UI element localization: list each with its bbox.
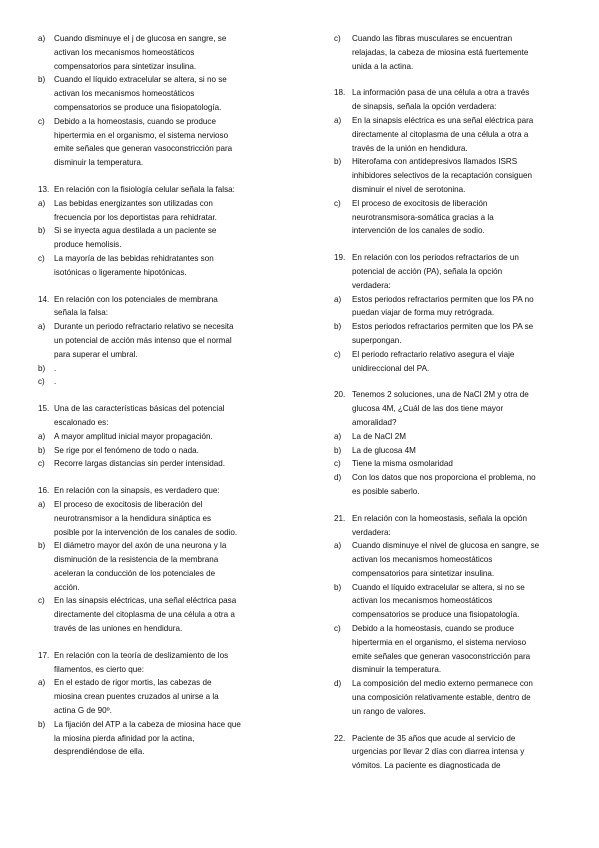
option-text: Cuando el líquido extracelular se altera, si no se activan los mecanismos homeostáticos compensatorios se produce una fisiopatología.	[352, 582, 525, 620]
question-heading	[38, 484, 278, 498]
option-label: c)	[334, 459, 341, 469]
question-block	[38, 183, 278, 280]
question-number: 15.	[38, 404, 50, 414]
question-block	[38, 649, 278, 759]
option-label: c)	[334, 34, 341, 43]
option-text: La mayoría de las bebidas rehidratantes son isotónicas o ligeramente hipotónicas.	[54, 253, 214, 277]
option-label: a)	[334, 115, 342, 125]
question-block	[334, 86, 574, 238]
option-label: b)	[38, 719, 46, 729]
option-label: a)	[38, 431, 46, 441]
option-label: c)	[38, 596, 45, 606]
option-text: .	[54, 377, 57, 387]
answer-option	[334, 320, 574, 348]
option-text: Se rige por el fenómeno de todo o nada.	[54, 445, 199, 455]
question-number: 14.	[38, 294, 50, 304]
question-heading	[334, 732, 574, 773]
question-heading	[334, 388, 574, 429]
answer-option	[38, 457, 278, 471]
answer-option	[38, 539, 278, 594]
question-number: 17.	[38, 650, 50, 660]
answer-option	[334, 457, 574, 471]
question-number: 19.	[334, 253, 346, 263]
answer-option	[38, 32, 278, 73]
option-text: La fijación del ATP a la cabeza de miosina hace que la miosina pierda afinidad por la actina, desprendiéndose de ella.	[54, 719, 241, 757]
question-text: En relación con los periodos refractarios de un potencial de acción (PA), señala la opción verdadera:	[352, 253, 519, 290]
answer-option	[38, 430, 278, 444]
question-text: Paciente de 35 años que acude al servicio de urgencias por llevar 2 días con diarrea intensa y vómitos. La paciente es diagnosticada de	[352, 733, 525, 771]
option-text: En las sinapsis eléctricas, una señal eléctrica pasa directamente del citoplasma de una célula a otra a través de las uniones en hendidura.	[54, 596, 237, 634]
option-label: a)	[38, 499, 46, 509]
option-text: El proceso de exocitosis de liberación neurotransmisora-somática gracias a la intervención de los canales de sodio.	[352, 198, 494, 236]
question-text: Tenemos 2 soluciones, una de NaCl 2M y otra de glucosa 4M, ¿Cuál de las dos tiene mayor amoralidad?	[352, 390, 529, 427]
answer-option	[334, 430, 574, 444]
option-label: b)	[38, 541, 46, 551]
answer-option	[38, 594, 278, 635]
question-block	[38, 402, 278, 471]
option-label: b)	[38, 445, 46, 455]
option-text: .	[54, 363, 57, 373]
answer-option	[334, 471, 574, 499]
option-label: d)	[334, 473, 342, 483]
question-text: La información pasa de una célula a otra a través de sinapsis, señala la opción verdadera:	[352, 88, 530, 112]
question-block	[334, 251, 574, 375]
answer-option	[38, 676, 278, 717]
question-text: En relación con los potenciales de membrana señala la falsa:	[54, 294, 218, 318]
option-text: Debido a la homeostasis, cuando se produce hipertermia en el organismo, el sistema nervioso emite señales que generan vasoconstricción para disminuir la temperatura.	[54, 116, 233, 168]
option-text: Cuando disminuye el nivel de glucosa en sangre, se activan los mecanismos homeostáticos compensatorios para sintetizar insulina.	[352, 541, 540, 578]
option-label: a)	[38, 34, 46, 43]
option-label: a)	[334, 431, 342, 441]
option-text: Durante un periodo refractario relativo se necesita un potencial de acción más intenso que el normal para superar el umbral.	[54, 322, 234, 359]
answer-option	[334, 197, 574, 238]
option-text: A mayor amplitud inicial mayor propagación.	[54, 431, 213, 441]
option-label: c)	[334, 624, 341, 634]
option-text: Estos periodos refractarios permiten que los PA se superpongan.	[352, 322, 534, 345]
option-text: Cuando el líquido extracelular se altera, si no se activan los mecanismos homeostáticos compensatorios se produce una fisiopatología.	[54, 75, 227, 112]
question-block	[38, 293, 278, 390]
answer-option	[38, 73, 278, 114]
question-heading	[334, 512, 574, 540]
option-label: c)	[334, 198, 341, 208]
answer-option	[334, 539, 574, 580]
answer-option	[334, 114, 574, 155]
option-text: Recorre largas distancias sin perder intensidad.	[54, 459, 225, 469]
answer-option	[38, 362, 278, 376]
option-text: En el estado de rigor mortis, las cabezas de miosina crean puentes cruzados al unirse a la actina G de 90º.	[54, 678, 219, 716]
option-text: Estos periodos refractarios permiten que los PA no puedan viajar de forma muy retrógrada.	[352, 294, 534, 318]
option-text: Cuando disminuye el j de glucosa en sangre, se activan los mecanismos homeostáticos compensatorios para sintetizar insulina.	[54, 34, 227, 71]
option-text: La de NaCl 2M	[352, 431, 406, 441]
option-text: La composición del medio externo permanece con una composición relativamente estable, dentro de un rango de valores.	[352, 679, 533, 716]
option-text: La de glucosa 4M	[352, 445, 416, 455]
question-number: 22.	[334, 733, 346, 743]
option-text: El diámetro mayor del axón de una neurona y la disminución de la resistencia de la membrana aceleran la conducción de los potenciales de acción.	[54, 541, 227, 592]
answer-option	[334, 444, 574, 458]
answer-option	[334, 581, 574, 622]
answer-option	[334, 293, 574, 321]
question-block	[38, 32, 278, 170]
question-number: 21.	[334, 513, 346, 523]
answer-option	[334, 677, 574, 718]
answer-option	[38, 444, 278, 458]
option-label: b)	[334, 445, 342, 455]
option-text: Tiene la misma osmolaridad	[352, 459, 453, 469]
question-block	[334, 512, 574, 719]
option-label: b)	[334, 322, 342, 332]
option-label: c)	[38, 116, 45, 126]
answer-option	[334, 622, 574, 677]
option-text: Cuando las fibras musculares se encuentran relajadas, la cabeza de miosina está fuertemente unida a la actina.	[352, 34, 529, 71]
option-label: a)	[334, 541, 342, 551]
option-label: c)	[38, 377, 45, 387]
answer-option	[38, 252, 278, 280]
question-text: En relación con la sinapsis, es verdadero que:	[54, 486, 220, 496]
question-heading	[38, 649, 278, 677]
question-number: 13.	[38, 184, 50, 194]
question-heading	[334, 86, 574, 114]
right-column	[334, 32, 574, 786]
option-label: c)	[334, 349, 341, 359]
question-heading	[38, 183, 278, 197]
option-text: El periodo refractario relativo asegura el viaje unidireccional del PA.	[352, 349, 515, 373]
option-label: a)	[38, 198, 46, 208]
option-label: c)	[38, 253, 45, 263]
option-text: Con los datos que nos proporciona el problema, no es posible saberlo.	[352, 473, 536, 496]
question-block	[334, 32, 574, 73]
question-heading	[334, 251, 574, 292]
answer-option	[38, 224, 278, 252]
option-text: Debido a la homeostasis, cuando se produce hipertermia en el organismo, el sistema nervioso emite señales que generan vasoconstricción para disminuir la temperatura.	[352, 624, 531, 675]
option-label: d)	[334, 679, 342, 689]
option-label: a)	[38, 322, 46, 332]
answer-option	[334, 348, 574, 376]
option-text: Las bebidas energizantes son utilizadas con frecuencia por los deportistas para rehidratar.	[54, 198, 217, 222]
option-text: En la sinapsis eléctrica es una señal eléctrica para directamente al citoplasma de una célula a otra a través de la unión en hendidura.	[352, 115, 534, 153]
option-label: b)	[38, 363, 46, 373]
question-block	[38, 484, 278, 636]
answer-option	[334, 155, 574, 196]
question-heading	[38, 402, 278, 430]
answer-option	[38, 718, 278, 759]
answer-option	[38, 197, 278, 225]
option-text: Si se inyecta agua destilada a un paciente se produce hemolisis.	[54, 226, 217, 250]
question-block	[334, 732, 574, 773]
left-column	[38, 32, 278, 772]
question-block	[334, 388, 574, 498]
answer-option	[38, 115, 278, 170]
option-label: a)	[38, 678, 46, 688]
question-number: 18.	[334, 88, 346, 98]
question-number: 20.	[334, 390, 346, 400]
option-text: Hiterofama con antidepresivos llamados ISRS inhibidores selectivos de la recaptación consiguen disminuir el nivel de serotonina.	[352, 157, 532, 194]
question-heading	[38, 293, 278, 321]
option-label: b)	[38, 75, 46, 85]
option-label: b)	[334, 582, 342, 592]
question-text: En relación con la homeostasis, señala la opción verdadera:	[352, 513, 528, 537]
option-label: b)	[334, 157, 342, 167]
question-number: 16.	[38, 486, 50, 496]
option-label: b)	[38, 226, 46, 236]
option-label: c)	[38, 459, 45, 469]
question-text: En relación con la fisiología celular señala la falsa:	[54, 184, 235, 194]
question-text: En relación con la teoría de deslizamiento de los filamentos, es cierto que:	[54, 650, 229, 674]
answer-option	[38, 498, 278, 539]
question-text: Una de las características básicas del potencial escalonado es:	[54, 404, 225, 427]
option-text: El proceso de exocitosis de liberación del neurotransmisor a la hendidura sináptica es posible por la intervención de los canales de sodio.	[54, 499, 238, 537]
option-label: a)	[334, 294, 342, 304]
answer-option	[38, 375, 278, 389]
answer-option	[334, 32, 574, 73]
answer-option	[38, 320, 278, 361]
